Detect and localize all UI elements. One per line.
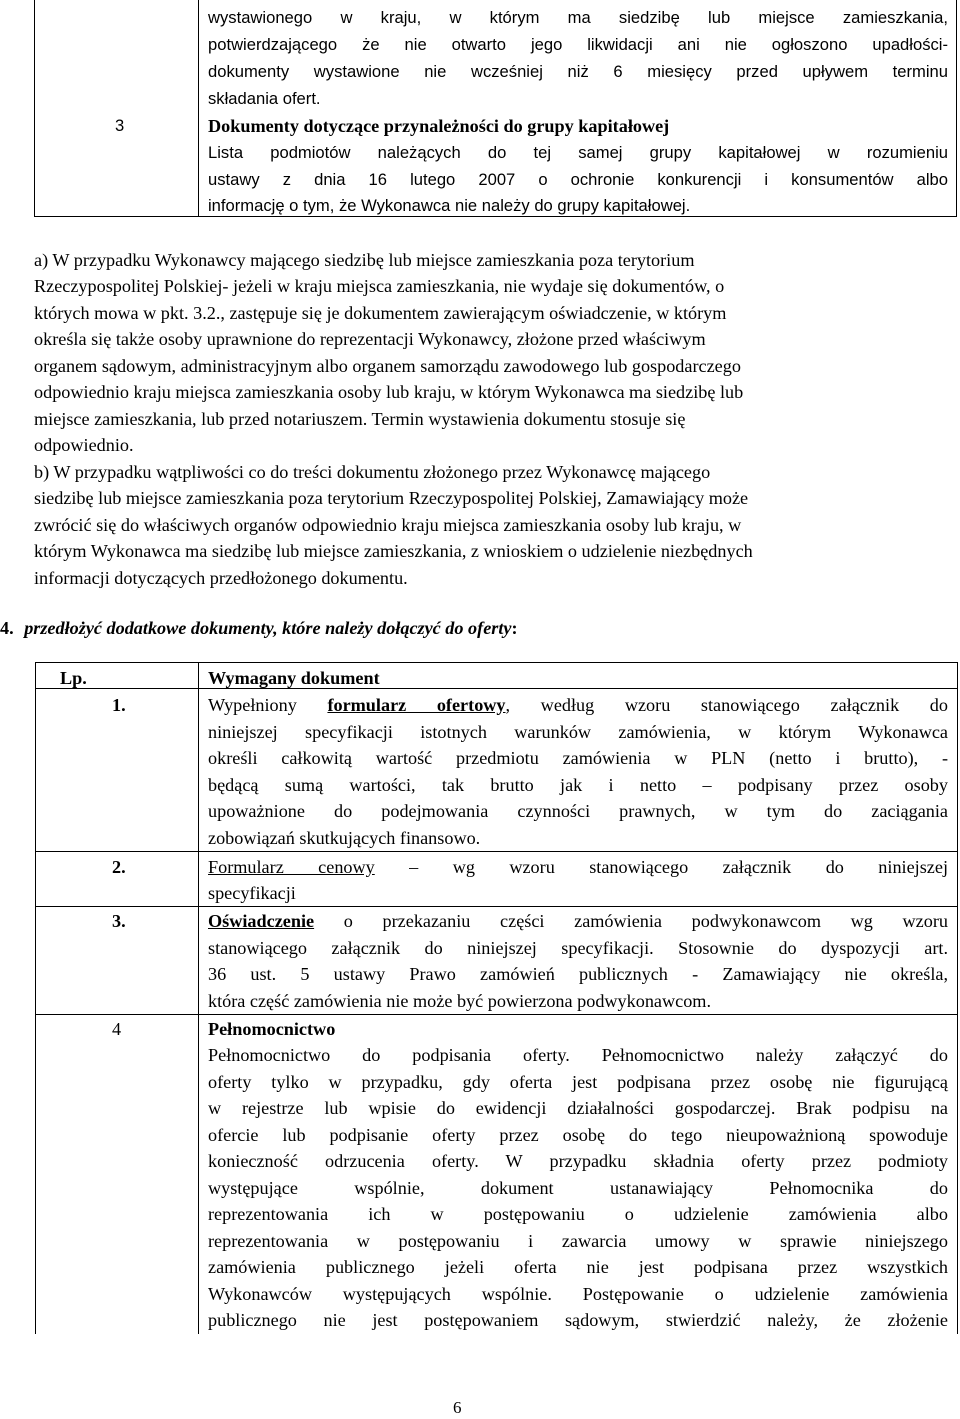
table-row-divider [35, 1014, 958, 1015]
table-header-lp: Lp. [60, 668, 87, 688]
paragraph-line: zwrócić się do właściwych organów odpowiednio kraju miejsca zamieszkania osoby lub kraju, w [34, 515, 742, 535]
table-text-line: składania ofert. [208, 89, 321, 108]
table-row-title: Pełnomocnictwo [208, 1019, 336, 1039]
paragraph-line: odpowiednio. [34, 435, 134, 455]
table-text-line: upoważnione do podejmowania czynności prawnych, w tym do zaciągania [208, 801, 948, 821]
table-text-line: niniejszej specyfikacji istotnych warunków zamówienia, w którym Wykonawca [208, 722, 948, 742]
table-row-number: 3 [115, 116, 125, 135]
table-header-document: Wymagany dokument [208, 668, 380, 688]
table-text-line: zamówienia publicznego jeżeli oferta nie jest podpisana przez wszystkich [208, 1257, 948, 1277]
table-text-line: oferty tylko w przypadku, gdy oferta jest podpisana przez osobę nie figurującą [208, 1072, 948, 1092]
table-text-line: która część zamówienia nie może być powierzona podwykonawcom. [208, 991, 711, 1011]
paragraph-line: b) W przypadku wątpliwości co do treści dokumentu złożonego przez Wykonawcę mającego [34, 462, 711, 482]
paragraph-line: Rzeczypospolitej Polskiej- jeżeli w kraju miejsca zamieszkania, nie wydaje się dokumentów, o [34, 276, 725, 296]
paragraph-line: odpowiednio kraju miejsca zamieszkania osoby lub kraju, w którym Wykonawca ma siedzibę lub [34, 382, 744, 402]
table-text-line: w rejestrze lub wpisie do ewidencji działalności gospodarczej. Brak podpisu na [208, 1098, 948, 1118]
table-text-line: Pełnomocnictwo do podpisania oferty. Pełnomocnictwo należy załączyć do [208, 1045, 948, 1065]
paragraph-line: określa się także osoby uprawnione do reprezentacji Wykonawcy, złożone przed właściwym [34, 329, 706, 349]
paragraph-line: a) W przypadku Wykonawcy mającego siedzibę lub miejsce zamieszkania poza terytorium [34, 250, 695, 270]
text-fragment: , według wzoru stanowiącego załącznik do [505, 695, 948, 715]
text-fragment: – wg wzoru stanowiącego załącznik do niniejszej [374, 857, 948, 877]
table-text-line: stanowiącego załącznik do niniejszej specyfikacji. Stosownie do dyspozycji art. [208, 938, 948, 958]
table-text-line: występujące wspólnie, dokument ustanawiający Pełnomocnika do [208, 1178, 948, 1198]
table-text-line: informację o tym, że Wykonawca nie należy do grupy kapitałowej. [208, 196, 691, 215]
text-fragment: o przekazaniu części zamówienia podwykonawcom wg wzoru [314, 911, 948, 931]
table-row-number: 2. [112, 857, 126, 877]
text-fragment: Wypełniony [208, 695, 328, 715]
table-text-line: potwierdzającego że nie otwarto jego likwidacji ani nie ogłoszono upadłości- [208, 35, 948, 54]
table-text-line: wystawionego w kraju, w którym ma siedzibę lub miejsce zamieszkania, [208, 8, 948, 27]
formularz-ofertowy-ref: formularz ofertowy [327, 695, 506, 715]
table-text-line [208, 856, 948, 878]
page-number: 6 [453, 1398, 462, 1417]
table-row-divider [35, 906, 958, 907]
paragraph-line: którym Wykonawca ma siedzibę lub miejsce zamieszkania, z wnioskiem o udzielenie niezbędnych [34, 541, 753, 561]
table-text-line: konieczność odrzucenia oferty. W przypadku składnia oferty przez podmioty [208, 1151, 948, 1171]
table-text-line: Lista podmiotów należących do tej samej grupy kapitałowej w rozumieniu [208, 143, 948, 162]
section-heading [0, 617, 518, 639]
table-text-line: specyfikacji [208, 883, 296, 903]
table-text-line: reprezentowania ich w postępowaniu o udzielenie zamówienia albo [208, 1204, 948, 1224]
table-text-line: dokumenty wystawione nie wcześniej niż 6 miesięcy przed upływem terminu [208, 62, 948, 81]
table-row-number: 1. [112, 695, 126, 715]
table-text-line: zobowiązań skutkujących finansowo. [208, 828, 481, 848]
paragraph-line: informacji dotyczących przedłożonego dokumentu. [34, 568, 408, 588]
paragraph-line: miejsce zamieszkania, lub przed notariuszem. Termin wystawienia dokumentu stosuje się [34, 409, 686, 429]
table-text-line [208, 694, 948, 716]
paragraph-line: których mowa w pkt. 3.2., zastępuje się je dokumentem zawierającym oświadczenie, w którym [34, 303, 727, 323]
table-text-line: Wykonawców występujących wspólnie. Postępowanie o udzielenie zamówienia [208, 1284, 948, 1304]
oswiadczenie-ref: Oświadczenie [208, 911, 315, 931]
table-column-divider [198, 662, 199, 1334]
formularz-cenowy-ref: Formularz cenowy [208, 857, 375, 877]
paragraph-line: siedzibę lub miejsce zamieszkania poza terytorium Rzeczypospolitej Polskiej, Zamawiający może [34, 488, 749, 508]
section-number: 4. [0, 618, 14, 638]
table-row-divider [35, 851, 958, 852]
section-heading-colon: : [511, 618, 518, 638]
paragraph-line: organem sądowym, administracyjnym albo organem samorządu zawodowego lub gospodarczego [34, 356, 741, 376]
table-text-line: ofercie lub podpisanie oferty przez osobę do tego nieupoważnioną spowoduje [208, 1125, 948, 1145]
table-text-line: publicznego nie jest postępowaniem sądowym, stwierdzić należy, że złożenie [208, 1310, 948, 1330]
table-text-line: ustawy z dnia 16 lutego 2007 o ochronie konkurencji i konsumentów albo [208, 170, 948, 189]
table-row-number: 4 [112, 1019, 122, 1039]
table-text-line [208, 910, 948, 932]
table-text-line: będącą sumą wartości, tak brutto jak i netto – podpisany przez osoby [208, 775, 948, 795]
table-column-divider [198, 0, 199, 217]
table-text-line: 36 ust. 5 ustawy Prawo zamówień publicznych - Zamawiający nie określa, [208, 964, 948, 984]
table-header-divider [35, 688, 958, 689]
section-heading-text: przedłożyć dodatkowe dokumenty, które należy dołączyć do oferty [24, 618, 512, 638]
table-text-line: określi całkowitą wartość przedmiotu zamówienia w PLN (netto i brutto), - [208, 748, 948, 768]
table-text-line: reprezentowania w postępowaniu i zawarcia umowy w sprawie niniejszego [208, 1231, 948, 1251]
table-row-number: 3. [112, 911, 126, 931]
table-row-title: Dokumenty dotyczące przynależności do grupy kapitałowej [208, 116, 670, 136]
